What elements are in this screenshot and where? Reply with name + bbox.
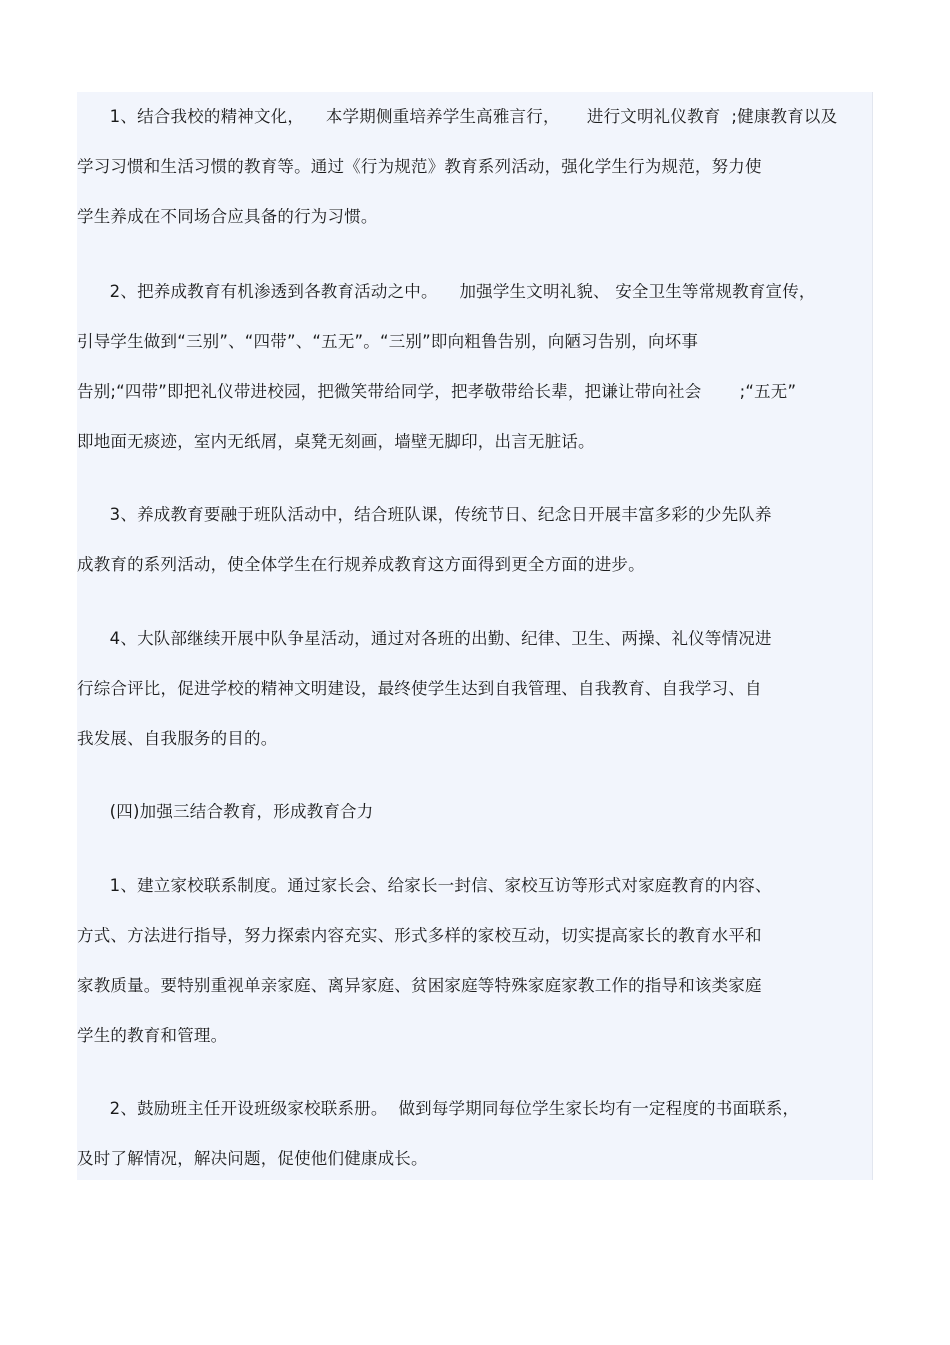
text-line: 3、养成教育要融于班队活动中，结合班队课，传统节日、纪念日开展丰富多彩的少先队养 xyxy=(77,505,772,524)
document-page xyxy=(77,92,873,1180)
text-line: 学习习惯和生活习惯的教育等。通过《行为规范》教育系列活动，强化学生行为规范，努力使 xyxy=(77,157,762,176)
text-line: 家教质量。要特别重视单亲家庭、离异家庭、贫困家庭等特殊家庭家教工作的指导和该类家庭 xyxy=(77,976,762,995)
text-line: 成教育的系列活动，使全体学生在行规养成教育这方面得到更全方面的进步。 xyxy=(77,555,645,574)
text-line: 2、把养成教育有机渗透到各教育活动之中。 加强学生文明礼貌、 安全卫生等常规教育宣传， xyxy=(77,282,816,301)
paragraph-6 xyxy=(77,1084,872,1184)
text-line: 方式、方法进行指导，努力探索内容充实、形式多样的家校互动，切实提高家长的教育水平和 xyxy=(77,926,762,945)
paragraph-1 xyxy=(77,92,872,242)
paragraph-5 xyxy=(77,861,872,1061)
text-line: 行综合评比，促进学校的精神文明建设，最终使学生达到自我管理、自我教育、自我学习、自 xyxy=(77,679,762,698)
text-line: 4、大队部继续开展中队争星活动，通过对各班的出勤、纪律、卫生、两操、礼仪等情况进 xyxy=(77,629,772,648)
text-line: 及时了解情况，解决问题，促使他们健康成长。 xyxy=(77,1149,428,1168)
heading-line: (四)加强三结合教育，形成教育合力 xyxy=(77,802,374,821)
paragraph-4 xyxy=(77,614,872,764)
text-line: 引导学生做到“三别”、“四带”、“五无”。“三别”即向粗鲁告别，向陋习告别，向坏事 xyxy=(77,332,699,351)
text-line: 我发展、自我服务的目的。 xyxy=(77,729,278,748)
paragraph-2 xyxy=(77,267,872,467)
text-line: 学生养成在不同场合应具备的行为习惯。 xyxy=(77,207,378,226)
paragraph-3 xyxy=(77,490,872,590)
section-heading xyxy=(77,787,872,837)
text-line: 1、结合我校的精神文化， 本学期侧重培养学生高雅言行， 进行文明礼仪教育 ;健康教育以及 xyxy=(77,107,838,126)
text-line: 2、鼓励班主任开设班级家校联系册。 做到每学期同每位学生家长均有一定程度的书面联系， xyxy=(77,1099,800,1118)
text-line: 1、建立家校联系制度。通过家长会、给家长一封信、家校互访等形式对家庭教育的内容、 xyxy=(77,876,772,895)
text-line: 告别;“四带”即把礼仪带进校园，把微笑带给同学，把孝敬带给长辈，把谦让带向社会 ;“五无” xyxy=(77,382,797,401)
text-line: 学生的教育和管理。 xyxy=(77,1026,228,1045)
text-line: 即地面无痰迹，室内无纸屑，桌凳无刻画，墙壁无脚印，出言无脏话。 xyxy=(77,432,595,451)
